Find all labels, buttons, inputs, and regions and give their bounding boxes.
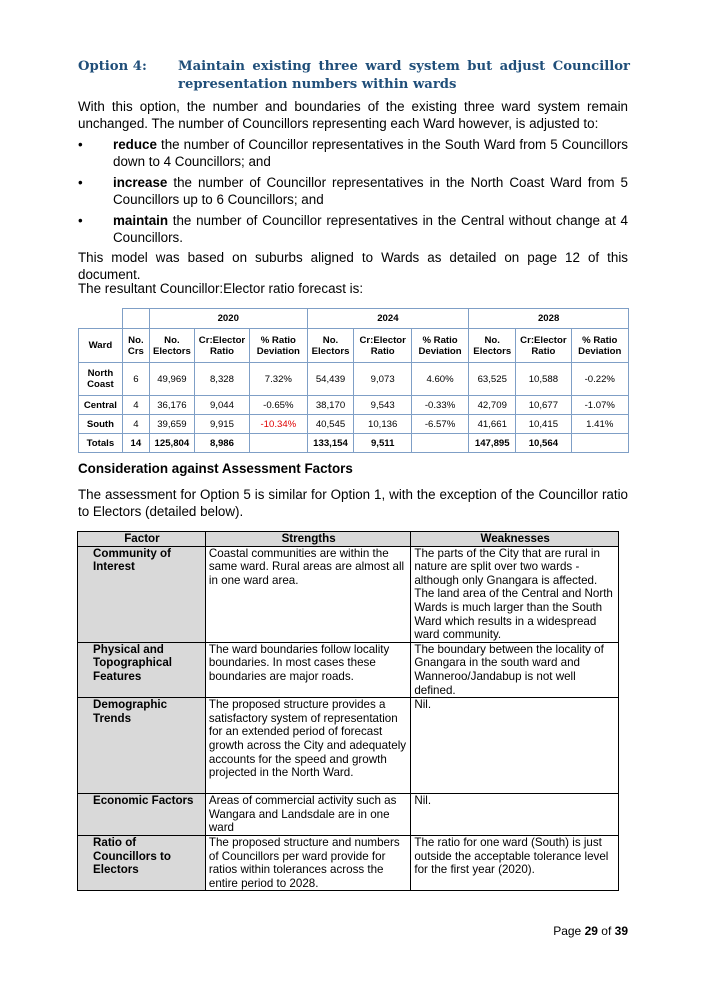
bullet-text: the number of Councillor representatives in the Central without change at 4 Councillors. — [113, 213, 628, 245]
factor-weaknesses: Nil. — [411, 698, 619, 794]
deviation-value — [411, 434, 468, 453]
table-row — [78, 642, 619, 697]
bullet-symbol: • — [78, 213, 83, 228]
column-header-row — [79, 329, 629, 363]
year-header-row — [79, 309, 629, 329]
page-footer — [553, 924, 628, 938]
factor-name: Ratio of Councillors to Electors — [78, 835, 206, 890]
ratio-value: 9,915 — [194, 415, 249, 434]
table-row — [78, 794, 619, 836]
ratio-value: 9,543 — [354, 396, 411, 415]
crs-value: 4 — [122, 415, 149, 434]
col-ratio: Cr:Elector Ratio — [194, 329, 249, 363]
assessment-intro: The assessment for Option 5 is similar for Option 1, with the exception of the Councillor ratio to Electors (detailed below). — [78, 487, 628, 519]
crs-value: 14 — [122, 434, 149, 453]
table-row — [79, 396, 629, 415]
factor-name: Community of Interest — [78, 546, 206, 642]
factor-name: Demographic Trends — [78, 698, 206, 794]
bullet-text: the number of Councillor representatives in the North Coast Ward from 5 Councillors up to 6 Councillors; and — [113, 175, 628, 207]
page-number: 29 — [584, 924, 598, 938]
bullet-keyword: reduce — [113, 137, 157, 152]
ratio-value: 10,564 — [516, 434, 571, 453]
factor-strengths: The ward boundaries follow locality boundaries. In most cases these boundaries are major roads. — [205, 642, 410, 697]
factor-name: Economic Factors — [78, 794, 206, 836]
electors-value: 41,661 — [469, 415, 516, 434]
electors-value: 63,525 — [469, 363, 516, 396]
electors-value: 36,176 — [149, 396, 194, 415]
factor-name: Physical and Topographical Features — [78, 642, 206, 697]
table-row — [79, 363, 629, 396]
ratio-table — [78, 308, 629, 453]
table-row — [78, 835, 619, 890]
deviation-value: -0.65% — [250, 396, 307, 415]
header-weaknesses: Weaknesses — [411, 532, 619, 547]
bullet-text: the number of Councillor representatives in the South Ward from 5 Councillors down to 4 Councillors; and — [113, 137, 628, 169]
crs-value: 6 — [122, 363, 149, 396]
ratio-value: 8,328 — [194, 363, 249, 396]
option-number: Option 4: — [78, 59, 147, 74]
electors-value: 49,969 — [149, 363, 194, 396]
factor-strengths: Areas of commercial activity such as Wangara and Landsdale are in one ward — [205, 794, 410, 836]
header-factor: Factor — [78, 532, 206, 547]
assessment-heading: Consideration against Assessment Factors — [78, 461, 353, 476]
page-label: Page — [553, 924, 582, 938]
col-ward: Ward — [79, 329, 123, 363]
factor-weaknesses: Nil. — [411, 794, 619, 836]
ward-name: Central — [79, 396, 123, 415]
deviation-value — [250, 434, 307, 453]
ratio-value: 10,588 — [516, 363, 571, 396]
electors-value: 39,659 — [149, 415, 194, 434]
col-electors: No. Electors — [307, 329, 354, 363]
col-crs: No. Crs — [122, 329, 149, 363]
year-2024: 2024 — [307, 309, 469, 329]
ratio-value: 10,136 — [354, 415, 411, 434]
year-2028: 2028 — [469, 309, 629, 329]
electors-value: 133,154 — [307, 434, 354, 453]
factor-header-row — [78, 532, 619, 547]
deviation-value: 7.32% — [250, 363, 307, 396]
factor-strengths: The proposed structure and numbers of Councillors per ward provide for ratios within tolerances across the entire period to 2028. — [205, 835, 410, 890]
deviation-value: 4.60% — [411, 363, 468, 396]
option-title: Maintain existing three ward system but adjust Councillor representation numbers within wards — [178, 59, 630, 92]
bullet-keyword: increase — [113, 175, 168, 190]
factor-weaknesses: The ratio for one ward (South) is just outside the acceptable tolerance level for the first year (2020). — [411, 835, 619, 890]
deviation-value: -6.57% — [411, 415, 468, 434]
electors-value: 40,545 — [307, 415, 354, 434]
ratio-value: 10,415 — [516, 415, 571, 434]
header-strengths: Strengths — [205, 532, 410, 547]
electors-value: 38,170 — [307, 396, 354, 415]
deviation-value — [571, 434, 628, 453]
deviation-value: -1.07% — [571, 396, 628, 415]
table-row — [78, 698, 619, 794]
factor-weaknesses: The boundary between the locality of Gnangara in the south ward and Wanneroo/Jandabup is not well defined. — [411, 642, 619, 697]
factor-strengths: The proposed structure provides a satisfactory system of representation for an extended period of forecast growth across the City and adequately accounts for the speed and growth projected in the North Ward. — [205, 698, 410, 794]
deviation-value: 1.41% — [571, 415, 628, 434]
col-electors: No. Electors — [469, 329, 516, 363]
electors-value: 125,804 — [149, 434, 194, 453]
ward-name: North Coast — [79, 363, 123, 396]
electors-value: 147,895 — [469, 434, 516, 453]
of-label: of — [601, 924, 612, 938]
ratio-value: 9,073 — [354, 363, 411, 396]
ratio-value: 9,511 — [354, 434, 411, 453]
deviation-value: -0.22% — [571, 363, 628, 396]
col-deviation: % Ratio Deviation — [571, 329, 628, 363]
deviation-value-highlight: -10.34% — [250, 415, 307, 434]
bullet-symbol: • — [78, 175, 83, 190]
ratio-value: 8,986 — [194, 434, 249, 453]
model-note: This model was based on suburbs aligned to Wards as detailed on page 12 of this document. — [78, 250, 628, 282]
intro-paragraph: With this option, the number and boundaries of the existing three ward system remain unchanged. The number of Councillors representing each Ward however, is adjusted to: — [78, 99, 628, 131]
ratio-intro: The resultant Councillor:Elector ratio forecast is: — [78, 281, 364, 296]
col-electors: No. Electors — [149, 329, 194, 363]
col-deviation: % Ratio Deviation — [250, 329, 307, 363]
bullet-keyword: maintain — [113, 213, 169, 228]
totals-label: Totals — [79, 434, 123, 453]
col-deviation: % Ratio Deviation — [411, 329, 468, 363]
electors-value: 54,439 — [307, 363, 354, 396]
table-row — [78, 546, 619, 642]
table-row — [79, 415, 629, 434]
factor-weaknesses: The parts of the City that are rural in nature are split over two wards - although only Gnangara is affected. The land area of the Central and North Wards is much larger than the South Ward which results in a widespread ward community. — [411, 546, 619, 642]
ward-name: South — [79, 415, 123, 434]
electors-value: 42,709 — [469, 396, 516, 415]
col-ratio: Cr:Elector Ratio — [516, 329, 571, 363]
ratio-value: 9,044 — [194, 396, 249, 415]
deviation-value: -0.33% — [411, 396, 468, 415]
factor-table — [77, 531, 619, 891]
col-ratio: Cr:Elector Ratio — [354, 329, 411, 363]
page-total: 39 — [614, 924, 628, 938]
factor-strengths: Coastal communities are within the same ward. Rural areas are almost all in one ward area. — [205, 546, 410, 642]
totals-row — [79, 434, 629, 453]
year-2020: 2020 — [149, 309, 307, 329]
bullet-symbol: • — [78, 137, 83, 152]
crs-value: 4 — [122, 396, 149, 415]
ratio-value: 10,677 — [516, 396, 571, 415]
